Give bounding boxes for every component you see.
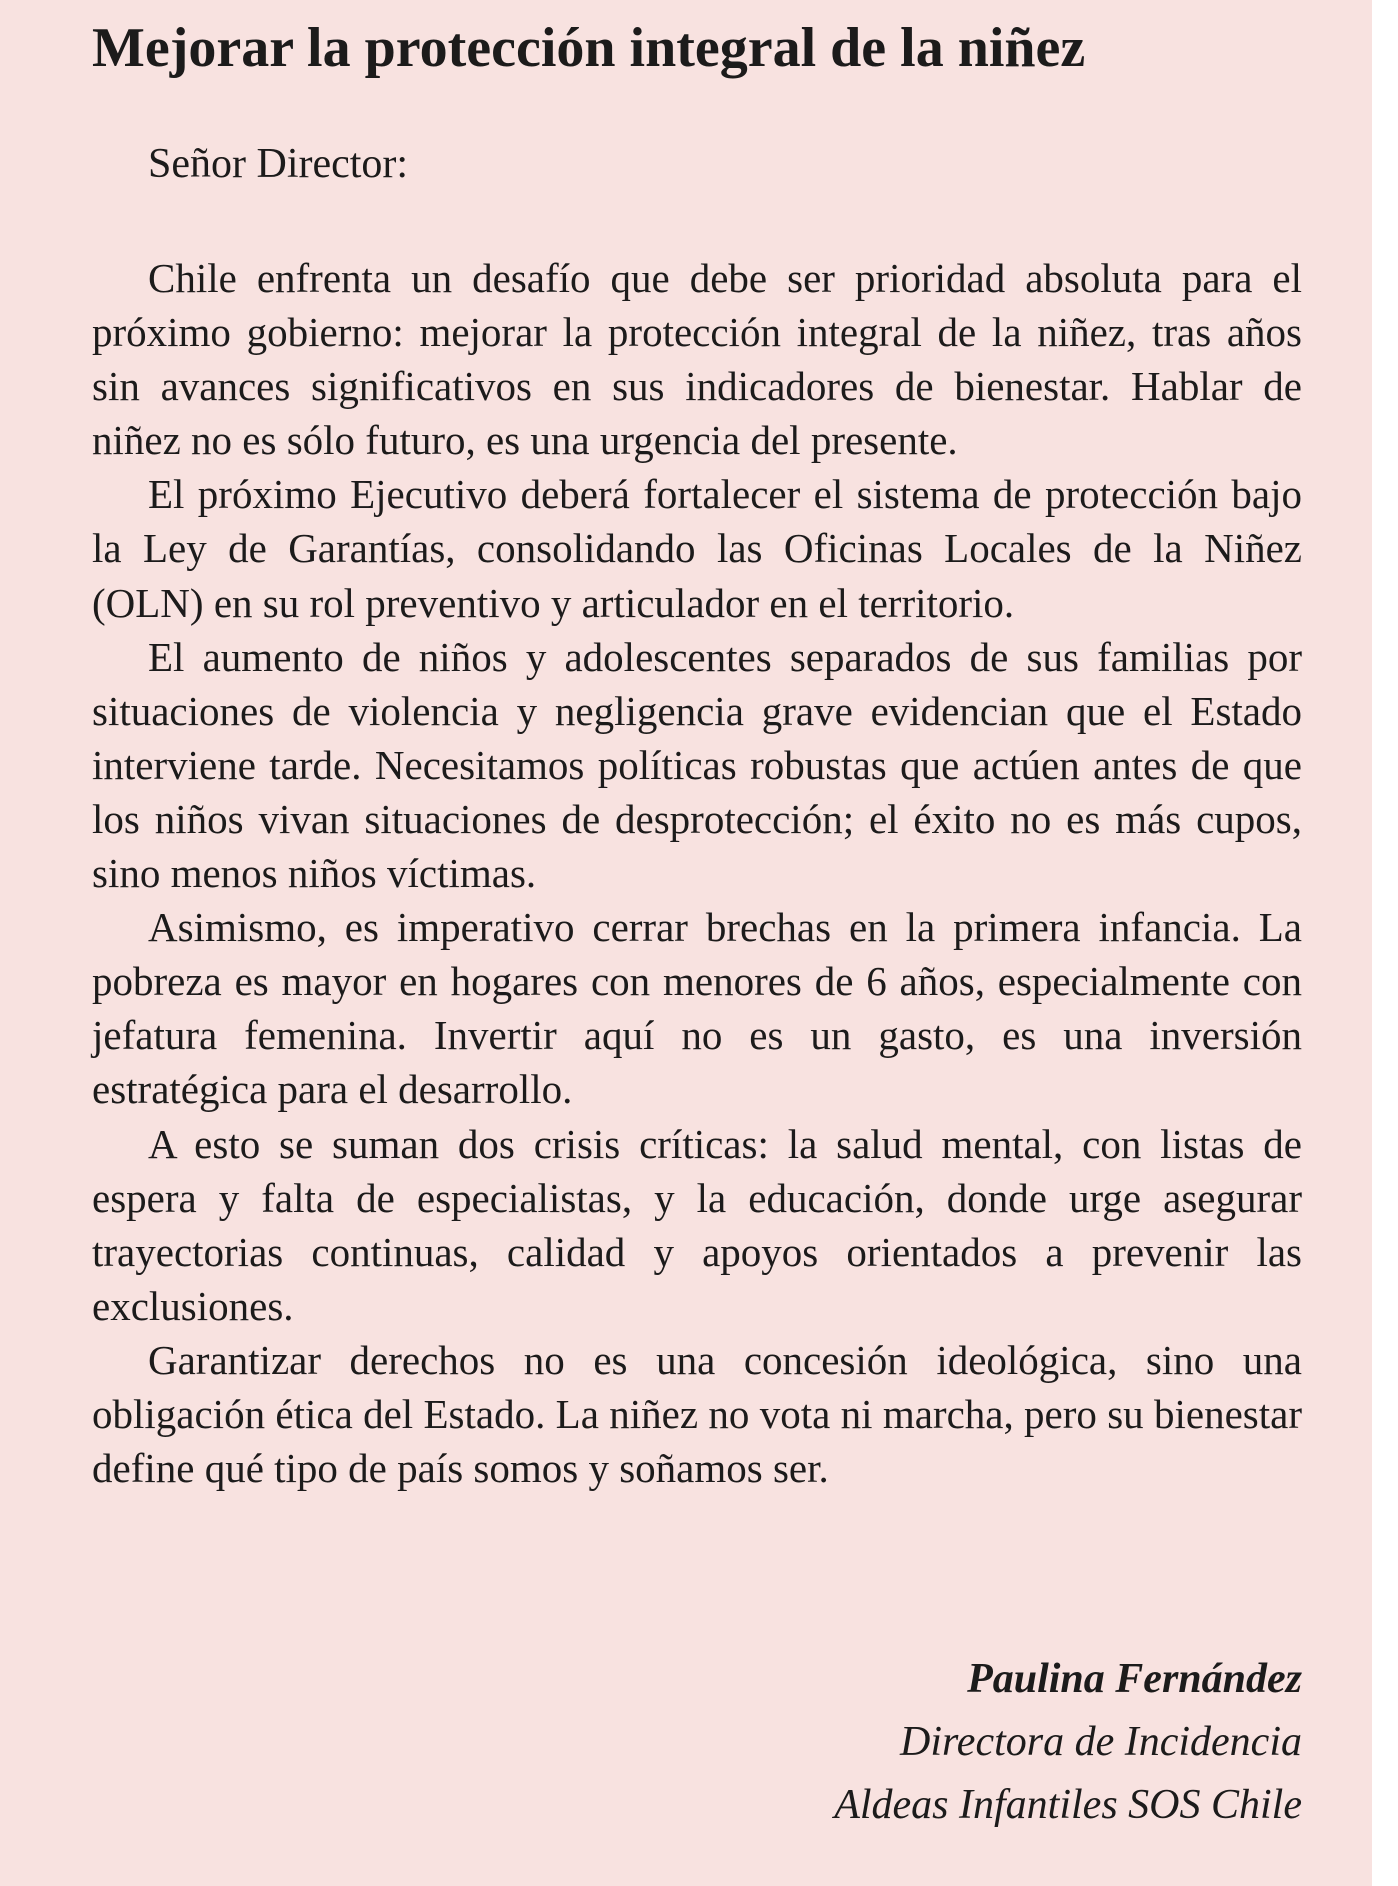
paragraph-6: Garantizar derechos no es una concesión ideológica, sino una obligación ética del Estado. La niñez no vota ni marcha, pero su bienestar define qué tipo de país somos y soñamos ser. — [92, 1336, 1302, 1492]
author-name: Paulina Fernández — [967, 1656, 1302, 1702]
paragraph-4: Asimismo, es imperativo cerrar brechas en la primera infancia. La pobreza es mayor en hogares con menores de 6 años, especialmente con jefatura femenina. Invertir aquí no es un gasto, es una inversión estratégica para el desarrollo. — [92, 904, 1302, 1113]
paragraph-3: El aumento de niños y adolescentes separados de sus familias por situaciones de violencia y negligencia grave evidencian que el Estado interviene tarde. Necesitamos políticas robustas que actúen antes de que los niños vivan situaciones de desprotección; el éxito no es más cupos, sino menos niños víctimas. — [92, 633, 1302, 897]
paragraph-1: Chile enfrenta un desafío que debe ser prioridad absoluta para el próximo gobierno: mejorar la protección integral de la niñez, tras años sin avances significativos en sus indicadores de bienestar. Hablar de niñez no es sólo futuro, es una urgencia del presente. — [92, 255, 1302, 464]
page-margin — [1372, 0, 1398, 1886]
signature-block — [834, 1648, 1302, 1837]
author-organization: Aldeas Infantiles SOS Chile — [834, 1782, 1302, 1828]
author-role: Directora de Incidencia — [900, 1719, 1302, 1765]
letter-title: Mejorar la protección integral de la niñez — [92, 17, 1086, 79]
paragraph-2: El próximo Ejecutivo deberá fortalecer el sistema de protección bajo la Ley de Garantías, consolidando las Oficinas Locales de la Niñez (OLN) en su rol preventivo y articulador en el territorio. — [92, 471, 1302, 626]
letter-body — [92, 251, 1302, 1495]
paragraph-5: A esto se suman dos crisis críticas: la salud mental, con listas de espera y falta de especialistas, y la educación, donde urge asegurar trayectorias continuas, calidad y apoyos orientados a prevenir las exclusiones. — [92, 1120, 1302, 1329]
salutation: Señor Director: — [148, 141, 409, 187]
